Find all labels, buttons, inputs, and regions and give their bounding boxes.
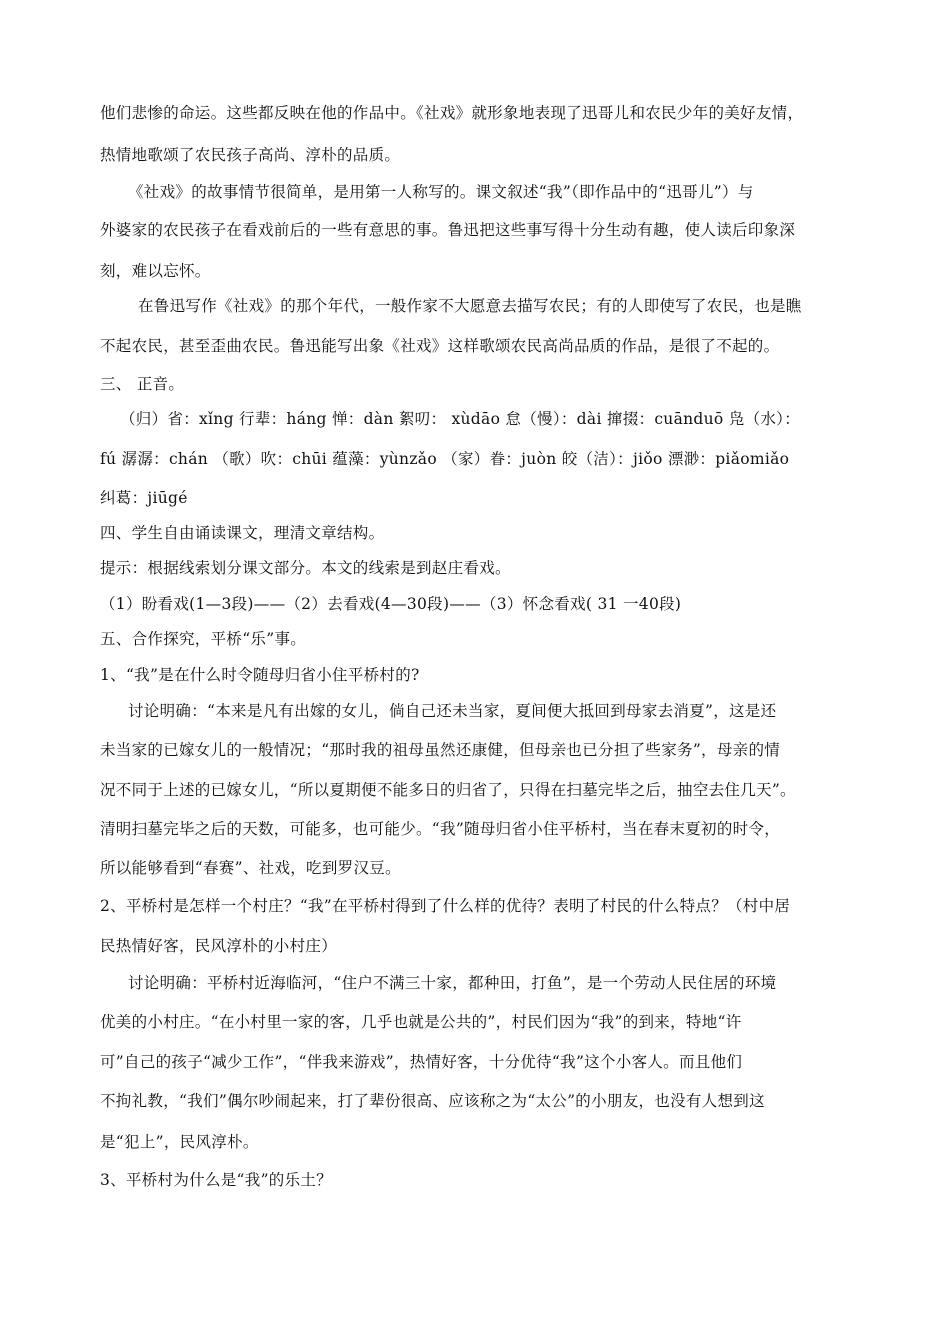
pronunciation-line: fú 潺潺：chán （歌）吹：chūi 蕴藻：yùnzǎo （家）眷：juòn 皎（洁）：jiǒo 漂渺：piǎomiǎo xyxy=(100,450,790,468)
question-line: 民热情好客，民风淳朴的小村庄） xyxy=(100,937,338,955)
pronunciation-line: （归）省：xǐng 行辈：háng 惮：dàn 絮叨： xùdāo 怠（慢）：dài 撺掇：cuānduō 凫（水）： xyxy=(120,410,801,428)
paragraph-line: 所以能够看到“春赛”、社戏，吃到罗汉豆。 xyxy=(100,859,401,877)
pronunciation-line: 纠葛：jiūgé xyxy=(100,489,188,507)
paragraph-line: 未当家的已嫁女儿的一般情况；“那时我的祖母虽然还康健，但母亲也已分担了些家务”，母亲的情 xyxy=(100,741,781,759)
paragraph-line: 讨论明确：“本来是凡有出嫁的女儿，倘自己还未当家，夏间便大抵回到母家去消夏”，这是还 xyxy=(128,702,777,720)
paragraph-line: 可”自己的孩子“减少工作”，“伴我来游戏”，热情好客，十分优待“我”这个小客人。而且他们 xyxy=(100,1053,743,1071)
paragraph-line: 提示：根据线索划分课文部分。本文的线索是到赵庄看戏。 xyxy=(100,559,511,577)
section-heading: 五、合作探究，平桥“乐”事。 xyxy=(100,630,307,648)
question-line: 2、平桥村是怎样一个村庄？“我”在平桥村得到了什么样的优待？表明了村民的什么特点？（村中居 xyxy=(100,897,791,915)
paragraph-line: 优美的小村庄。“在小村里一家的客，几乎也就是公共的”，村民们因为“我”的到来，特地“许 xyxy=(100,1013,742,1031)
paragraph-line: 不起农民，甚至歪曲农民。鲁迅能写出象《社戏》这样歌颂农民高尚品质的作品，是很了不起的。 xyxy=(100,337,780,355)
paragraph-line: 热情地歌颂了农民孩子高尚、淳朴的品质。 xyxy=(100,146,401,164)
paragraph-line: 外婆家的农民孩子在看戏前后的一些有意思的事。鲁迅把这些事写得十分生动有趣，使人读后印象深 xyxy=(100,221,796,239)
paragraph-line: 况不同于上述的已嫁女儿，“所以夏期便不能多日的归省了，只得在扫墓完毕之后，抽空去住几天”。 xyxy=(100,781,796,799)
structure-line: （1）盼看戏(1—3段)——（2）去看戏(4—30段)——（3）怀念看戏( 31 一40段) xyxy=(100,595,682,613)
paragraph-line: 清明扫墓完毕之后的天数，可能多，也可能少。“我”随母归省小住平桥村，当在春末夏初的时令， xyxy=(100,820,781,838)
section-heading: 三、 正音。 xyxy=(100,375,185,393)
question-line: 1、“我”是在什么时令随母归省小住平桥村的? xyxy=(100,666,420,684)
paragraph-line: 在鲁迅写作《社戏》的那个年代，一般作家不大愿意去描写农民；有的人即使写了农民，也是瞧 xyxy=(138,297,802,315)
paragraph-line: 刻，难以忘怀。 xyxy=(100,262,211,280)
paragraph-line: 《社戏》的故事情节很简单，是用第一人称写的。课文叙述“我”（即作品中的“迅哥儿”）与 xyxy=(128,183,754,201)
paragraph-line: 讨论明确：平桥村近海临河，“住户不满三十家，都种田，打鱼”，是一个劳动人民住居的环境 xyxy=(128,974,777,992)
paragraph-line: 不拘礼教，“我们”偶尔吵闹起来，打了辈份很高、应该称之为“太公”的小朋友，也没有人想到这 xyxy=(100,1092,765,1110)
question-line: 3、平桥村为什么是“我”的乐土？ xyxy=(100,1171,333,1189)
paragraph-line: 他们悲惨的命运。这些都反映在他的作品中。《社戏》就形象地表现了迅哥儿和农民少年的美好友情， xyxy=(100,104,804,122)
paragraph-line: 是“犯上”，民风淳朴。 xyxy=(100,1133,259,1151)
section-heading: 四、学生自由诵读课文，理清文章结构。 xyxy=(100,524,385,542)
